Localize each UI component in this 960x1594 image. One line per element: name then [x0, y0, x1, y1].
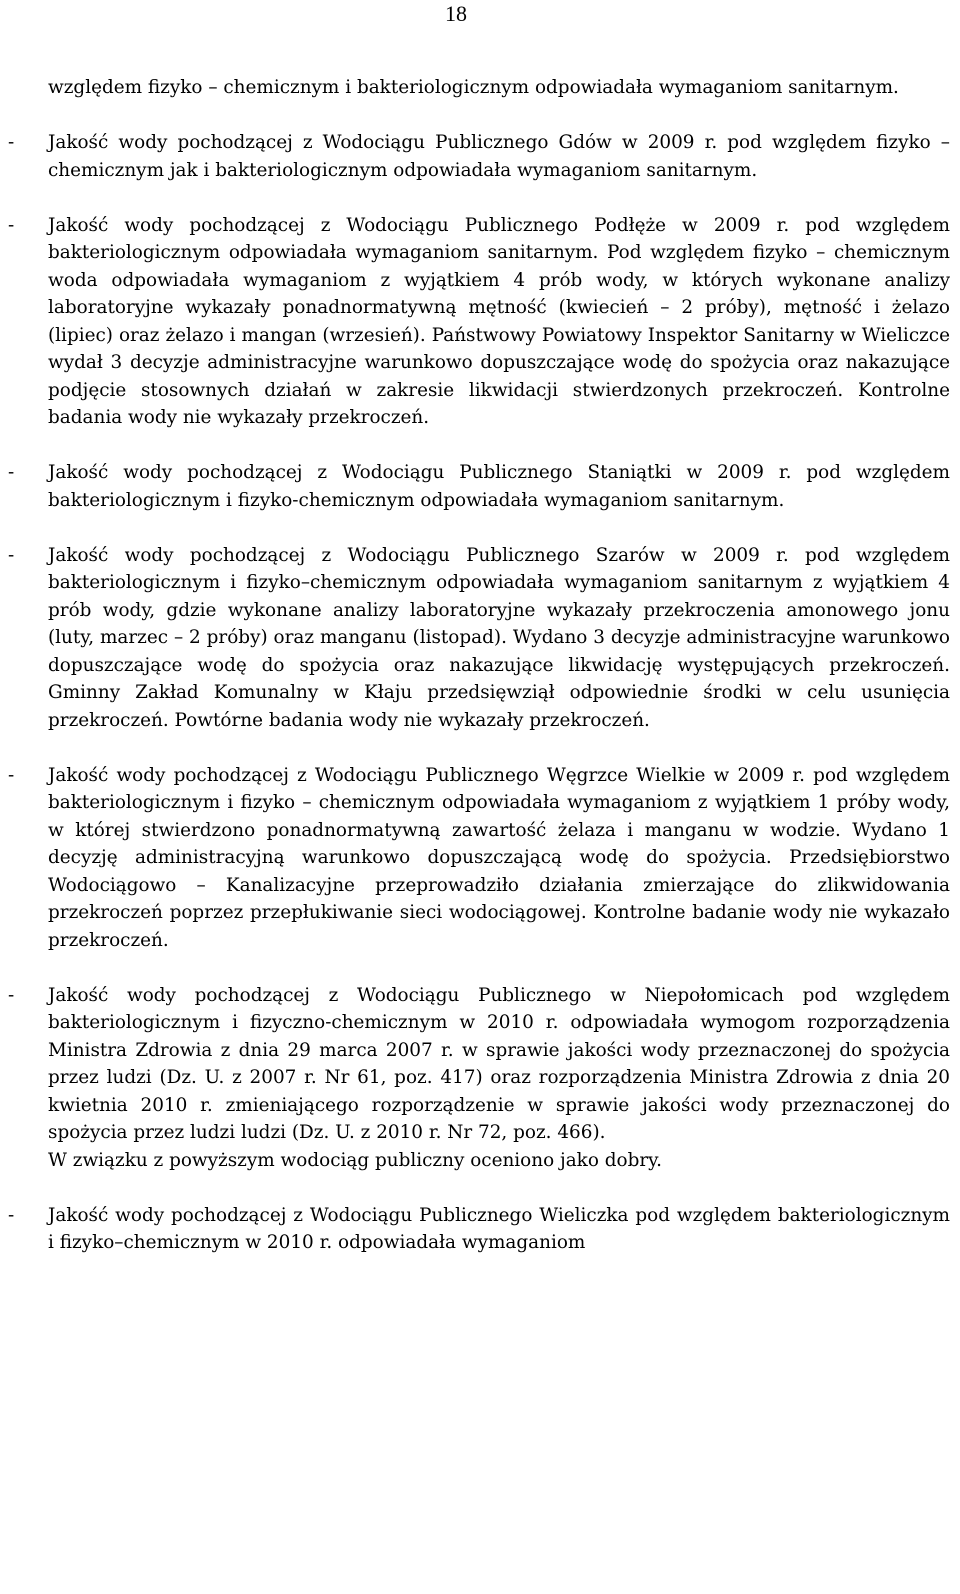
paragraph-text: Jakość wody pochodzącej z Wodociągu Publicznego Węgrzce Wielkie w 2009 r. pod względem bakteriologicznym i fizyko – chemicznym odpowiadała wymaganiom z wyjątkiem 1 próby wody, w której stwierdzono ponadnormatywną zawartość żelaza i manganu w wodzie. Wydano 1 decyzję administracyjną warunkowo dopuszczającą wodę do spożycia. Przedsiębiorstwo Wodociągowo – Kanalizacyjne przeprowadziło działania zmierzające do zlikwidowania przekroczeń poprzez przepłukiwanie sieci wodociągowej. Kontrolne badanie wody nie wykazało przekroczeń.	[48, 764, 950, 951]
list-bullet: -	[8, 132, 15, 153]
list-item-szarow	[0, 542, 950, 735]
list-item-gdow	[0, 129, 950, 184]
page-number: 18	[445, 1, 467, 26]
paragraph-text: Jakość wody pochodzącej z Wodociągu Publicznego Wieliczka pod względem bakteriologicznym i fizyko–chemicznym w 2010 r. odpowiadała wymaganiom	[48, 1204, 950, 1253]
list-item-podleze	[0, 212, 950, 432]
list-bullet: -	[8, 214, 15, 236]
list-item-staniatki	[0, 459, 950, 514]
list-item-niepolomice	[0, 982, 950, 1175]
list-bullet: -	[8, 544, 15, 566]
document-body	[0, 74, 950, 1257]
paragraph-text: Jakość wody pochodzącej z Wodociągu Publicznego w Niepołomicach pod względem bakteriologicznym i fizyczno-chemicznym w 2010 r. odpowiadała wymogom rozporządzenia Ministra Zdrowia z dnia 29 marca 2007 r. w sprawie jakości wody przeznaczonej do spożycia przez ludzi (Dz. U. z 2007 r. Nr 61, poz. 417) oraz rozporządzenia Ministra Zdrowia z dnia 20 kwietnia 2010 r. zmieniającego rozporządzenie w sprawie jakości wody przeznaczonej do spożycia przez ludzi ludzi (Dz. U. z 2010 r. Nr 72, poz. 466).	[48, 984, 950, 1143]
paragraph-text: Jakość wody pochodzącej z Wodociągu Publicznego Szarów w 2009 r. pod względem bakteriologicznym i fizyko–chemicznym odpowiadała wymaganiom sanitarnym z wyjątkiem 4 prób wody, gdzie wykonane analizy laboratoryjne wykazały przekroczenia amonowego jonu (luty, marzec – 2 próby) oraz manganu (listopad). Wydano 3 decyzje administracyjne warunkowo dopuszczające wodę do spożycia oraz nakazujące likwidację występujących przekroczeń. Gminny Zakład Komunalny w Kłaju przedsięwziął odpowiednie środki w celu usunięcia przekroczeń. Powtórne badania wody nie wykazały przekroczeń.	[48, 544, 950, 731]
paragraph-text: Jakość wody pochodzącej z Wodociągu Publicznego Gdów w 2009 r. pod względem fizyko – chemicznym jak i bakteriologicznym odpowiadała wymaganiom sanitarnym.	[48, 132, 950, 181]
list-item-wegrzce-wielkie	[0, 762, 950, 955]
list-bullet: -	[8, 462, 15, 483]
list-item-wieliczka	[0, 1202, 950, 1257]
list-bullet: -	[8, 1204, 15, 1226]
paragraph-text: Jakość wody pochodzącej z Wodociągu Publicznego Staniątki w 2009 r. pod względem bakteriologicznym i fizyko-chemicznym odpowiadała wymaganiom sanitarnym.	[48, 462, 950, 511]
list-bullet: -	[8, 764, 15, 786]
paragraph-text: względem fizyko – chemicznym i bakteriologicznym odpowiadała wymaganiom sanitarnym.	[48, 77, 899, 98]
list-bullet: -	[8, 984, 15, 1006]
paragraph-conclusion: W związku z powyższym wodociąg publiczny oceniono jako dobry.	[48, 1149, 662, 1171]
paragraph-continuation	[0, 74, 950, 102]
paragraph-text: Jakość wody pochodzącej z Wodociągu Publicznego Podłęże w 2009 r. pod względem bakteriologicznym odpowiadała wymaganiom sanitarnym. Pod względem fizyko – chemicznym woda odpowiadała wymaganiom z wyjątkiem 4 prób wody, w których wykonane analizy laboratoryjne wykazały ponadnormatywną mętność (kwiecień – 2 próby), mętność i żelazo (lipiec) oraz żelazo i mangan (wrzesień). Państwowy Powiatowy Inspektor Sanitarny w Wieliczce wydał 3 decyzje administracyjne warunkowo dopuszczające wodę do spożycia oraz nakazujące podjęcie stosownych działań w zakresie likwidacji stwierdzonych przekroczeń. Kontrolne badania wody nie wykazały przekroczeń.	[48, 214, 950, 428]
